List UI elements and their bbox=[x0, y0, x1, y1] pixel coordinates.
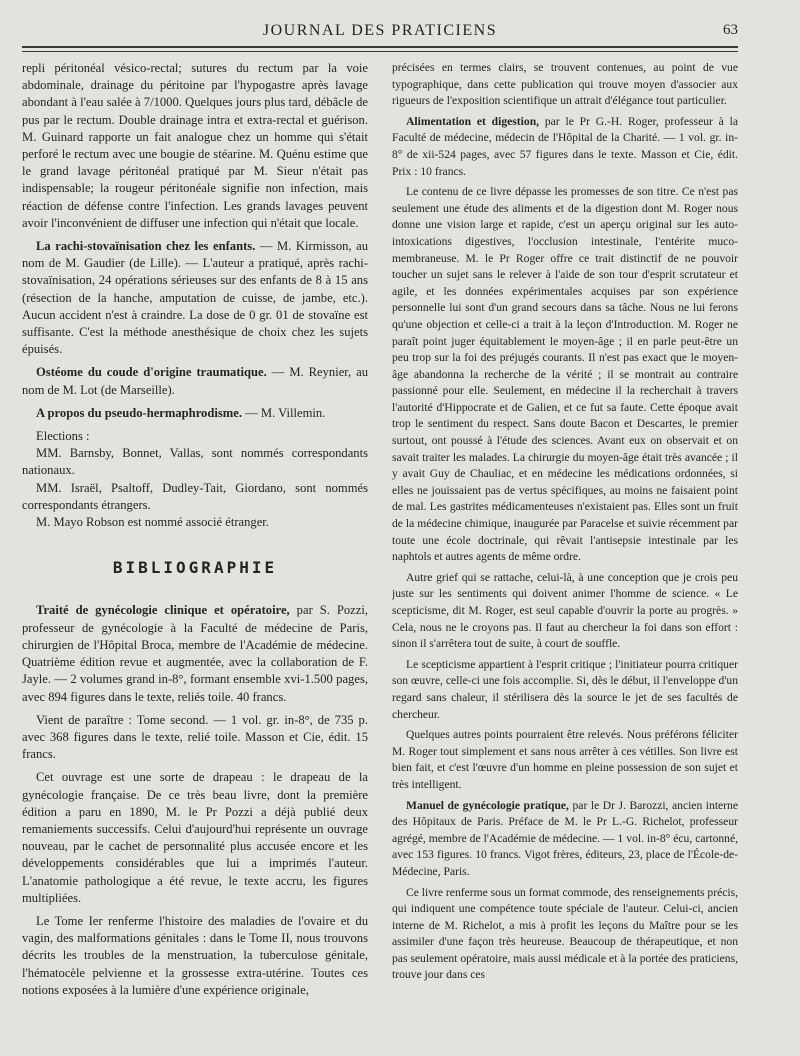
osteome-paragraph bbox=[22, 364, 368, 398]
manuel-paragraph bbox=[392, 798, 738, 881]
right-paragraph-6: Ce livre renferme sous un format commode, des renseignements précis, qui indiquent une compétence toute spéciale de l'auteur. Celui-ci, ancien interne de M. Richelot, a mis à profit les leçons du Maître pour se les assimiler d'une façon très heureuse. Beaucoup de thérapeutique, et non pas seulement opératoire, mais aussi médicale et à la portée des praticiens, trouve jour dans ces bbox=[392, 885, 738, 982]
manuel-text: par le Dr J. Barozzi, ancien interne des Hôpitaux de Paris. Préface de M. le Pr L.-G. Richelot, professeur agrégé, membre de l'Académie de médecine. — 1 vol. in-8° écu, cartonné, avec 153 figures. 10 francs. Vigot frères, éditeurs, 23, place de l'École-de-Médecine, Paris. bbox=[392, 798, 738, 878]
pseudo-heading: A propos du pseudo-hermaphrodisme. bbox=[36, 405, 242, 420]
journal-title: JOURNAL DES PRATICIENS bbox=[262, 22, 498, 39]
alimentation-heading: Alimentation et digestion, bbox=[406, 114, 540, 128]
elections-line-2: MM. Israël, Psaltoff, Dudley-Tait, Giordano, sont nommés correspondants étrangers. bbox=[22, 480, 368, 512]
osteome-heading: Ostéome du coude d'origine traumatique. bbox=[36, 365, 267, 380]
pseudo-paragraph bbox=[22, 405, 368, 422]
bibliography-title: BIBLIOGRAPHIE bbox=[112, 558, 278, 578]
right-paragraph-1: précisées en termes clairs, se trouvent contenues, au point de vue typographique, dans cette publication qui trouve moyen d'associer aux rigueurs de l'exposition scientifique un attrait d'élégance tout particulier. bbox=[392, 61, 738, 108]
traite-text: par S. Pozzi, professeur de gynécologie à la Faculté de médecine de Paris, chirurgien de l'Hôpital Broca, membre de l'Académie de médecine. Quatrième édition revue et augmentée, avec la collaboration de F. Jayle. — 2 volumes grand in-8°, formant ensemble xvi-1.500 pages, avec 894 figures dans le texte, reliés toile. 40 francs. bbox=[22, 603, 368, 704]
pseudo-text: — M. Villemin. bbox=[241, 405, 326, 420]
osteome-text: — M. Reynier, au nom de M. Lot (de Marseille). bbox=[22, 365, 368, 397]
page-number: 63 bbox=[723, 22, 738, 38]
rachi-heading: La rachi-stovaïnisation chez les enfants. bbox=[36, 239, 256, 254]
right-paragraph-5: Quelques autres points pourraient être relevés. Nous préférons féliciter M. Roger tout simplement et sans nous arrêter à ces vétilles. Son livre est bien fait, et c'est l'œuvre d'un homme en pleine possession de son sujet et très intelligent. bbox=[392, 728, 738, 791]
header-rule-thin bbox=[22, 51, 738, 52]
rachi-text: — M. Kirmisson, au nom de M. Gaudier (de Lille). — L'auteur a pratiqué, après rachi-stovaïnisation, 24 opérations sérieuses sur des enfants de 8 à 15 ans (résection de la hanche, amputation de cuisse, de jambe, etc.). Aucun accident n'est à craindre. La dose de 0 gr. 01 de stovaïne est suffisante. C'est la méthode anesthésique de choix chez les sujets épuisés. bbox=[22, 239, 368, 357]
manuel-heading: Manuel de gynécologie pratique, bbox=[406, 798, 569, 812]
alimentation-paragraph bbox=[392, 114, 738, 180]
elections-line-3: M. Mayo Robson est nommé associé étranger. bbox=[36, 515, 269, 530]
rachi-paragraph bbox=[22, 238, 368, 358]
right-column bbox=[392, 60, 738, 1040]
elections-line-1: MM. Barnsby, Bonnet, Vallas, sont nommés correspondants nationaux. bbox=[22, 446, 368, 478]
page-header bbox=[22, 22, 738, 42]
alimentation-text: par le Pr G.-H. Roger, professeur à la Faculté de médecine, médecin de l'Hôpital de la Charité. — 1 vol. gr. in-8° de xii-524 pages, avec 57 figures dans le texte. Masson et Cie, édit. Prix : 10 francs. bbox=[392, 114, 738, 178]
intro-paragraph: repli péritonéal vésico-rectal; sutures du rectum par la voie abdominale, drainage du péritoine par l'hypogastre après lavage abondant à l'eau salée à 7/1000. Quelques jours plus tard, débâcle de pus par le rectum. Double drainage intra et extra-rectal et guérison. M. Guinard rapporte un fait analogue chez un homme qui s'était perforé le rectum avec une bougie de stéarine. M. Quénu estime que le grand lavage péritonéal pratiqué par M. Sieur n'était pas indispensable; la rougeur péritonéale signifie non infection, mais réaction de défense contre l'infection. Les grands lavages peuvent avoir l'inconvénient de diffuser une infection qui n'était que locale. bbox=[22, 61, 368, 230]
right-paragraph-3: Autre grief qui se rattache, celui-là, à une conception que je crois peu juste sur les sentiments qui doivent animer l'homme de science. « Le scepticisme, dit M. Roger, est seul capable d'ouvrir la porte au progrès. » Cela, nous ne le croyons pas. Il faut au chercheur la foi dans son effort : sinon il s'arrêtera tout de suite, à court de souffle. bbox=[392, 570, 738, 651]
right-paragraph-4: Le scepticisme appartient à l'esprit critique ; l'initiateur pourra critiquer son œuvre, celle-ci une fois accomplie. Si, dès le début, il l'enveloppe d'un regard sans chaleur, il stérilisera dès la source le jet de ses facultés de chercheur. bbox=[392, 657, 738, 721]
right-paragraph-2: Le contenu de ce livre dépasse les promesses de son titre. Ce n'est pas seulement une étude des aliments et de la digestion dont M. Roger nous donne une vision large et rapide, c'est un aperçu original sur les auto-intoxications digestives, l'occlusion intestinale, l'entérite muco-membraneuse. M. le Pr Roger offre ce trait distinctif de ne pouvoir toucher un sujet sans le relever à l'aide de son tour d'esprit scrutateur et agile, et les données expérimentales acquises par son expérience personnelle lui sont d'un grand secours dans sa tâche. Nous ne lui ferons qu'une objection et celle-ci a trait à la leçon d'Introduction. M. Roger ne paraît point juger équitablement le moyen-âge ; il en parle peut-être un peu trop sur la foi des préjugés courants. Il n'est pas exact que le moyen-âge abandonna la recherche de la vérité ; il se montrait au contraire passionné pour elle. Seulement, en médecine il la recherchait à travers l'autorité d'Hippocrate et de Galien, et ce fut sa faute. Cette époque avait trop le sentiment du respect. Sans doute Bacon et Descartes, le premier surtout, ont poussé à l'étude des sciences. Avant eux on observait et on savait traiter les malades. La chirurgie du moyen-âge était très avancée ; il y avait Guy de Chauliac, et en médecine les médications ordonnées, si elles ne jouissaient pas de vertus spécifiques, au moins ne faisaient point de mal. Les gastrites médicamenteuses n'existaient pas. Elles sont un fruit de la médecine chimique, inaugurée par Paracelse et suivie récemment par toute une école doctrinale, qui rêvait l'antisepsie intestinale par les naphtols et autres agents de même ordre. bbox=[392, 185, 738, 564]
traite-paragraph bbox=[22, 602, 368, 705]
elections-label: Elections : bbox=[36, 429, 90, 444]
traite-heading: Traité de gynécologie clinique et opératoire, bbox=[36, 603, 290, 618]
traite-paragraph-2: Vient de paraître : Tome second. — 1 vol. gr. in-8°, de 735 p. avec 368 figures dans le texte, relié toile. Masson et Cie, édit. 15 francs. bbox=[22, 712, 368, 762]
traite-paragraph-4: Le Tome Ier renferme l'histoire des maladies de l'ovaire et du vagin, des malformations génitales : dans le Tome II, nous trouvons décrits les troubles de la menstruation, la tuberculose génitale, l'hématocèle pelvienne et la grossesse extra-utérine. Toutes ces notions exposées à la lumière d'une expérience originale, bbox=[22, 913, 368, 997]
left-column bbox=[22, 60, 368, 1040]
traite-paragraph-3: Cet ouvrage est une sorte de drapeau : le drapeau de la gynécologie française. De ce très beau livre, dont la première édition a paru en 1890, M. le Pr Pozzi a déjà publié deux remaniements successifs. Celui d'aujourd'hui représente un ouvrage nouveau, par le cachet de personnalité plus accusée encore et les développements considérables que lui a imprimés l'auteur. L'anatomie pathologique a été revue, le texte accru, les figures multipliées. bbox=[22, 770, 368, 905]
header-rule bbox=[22, 46, 738, 48]
